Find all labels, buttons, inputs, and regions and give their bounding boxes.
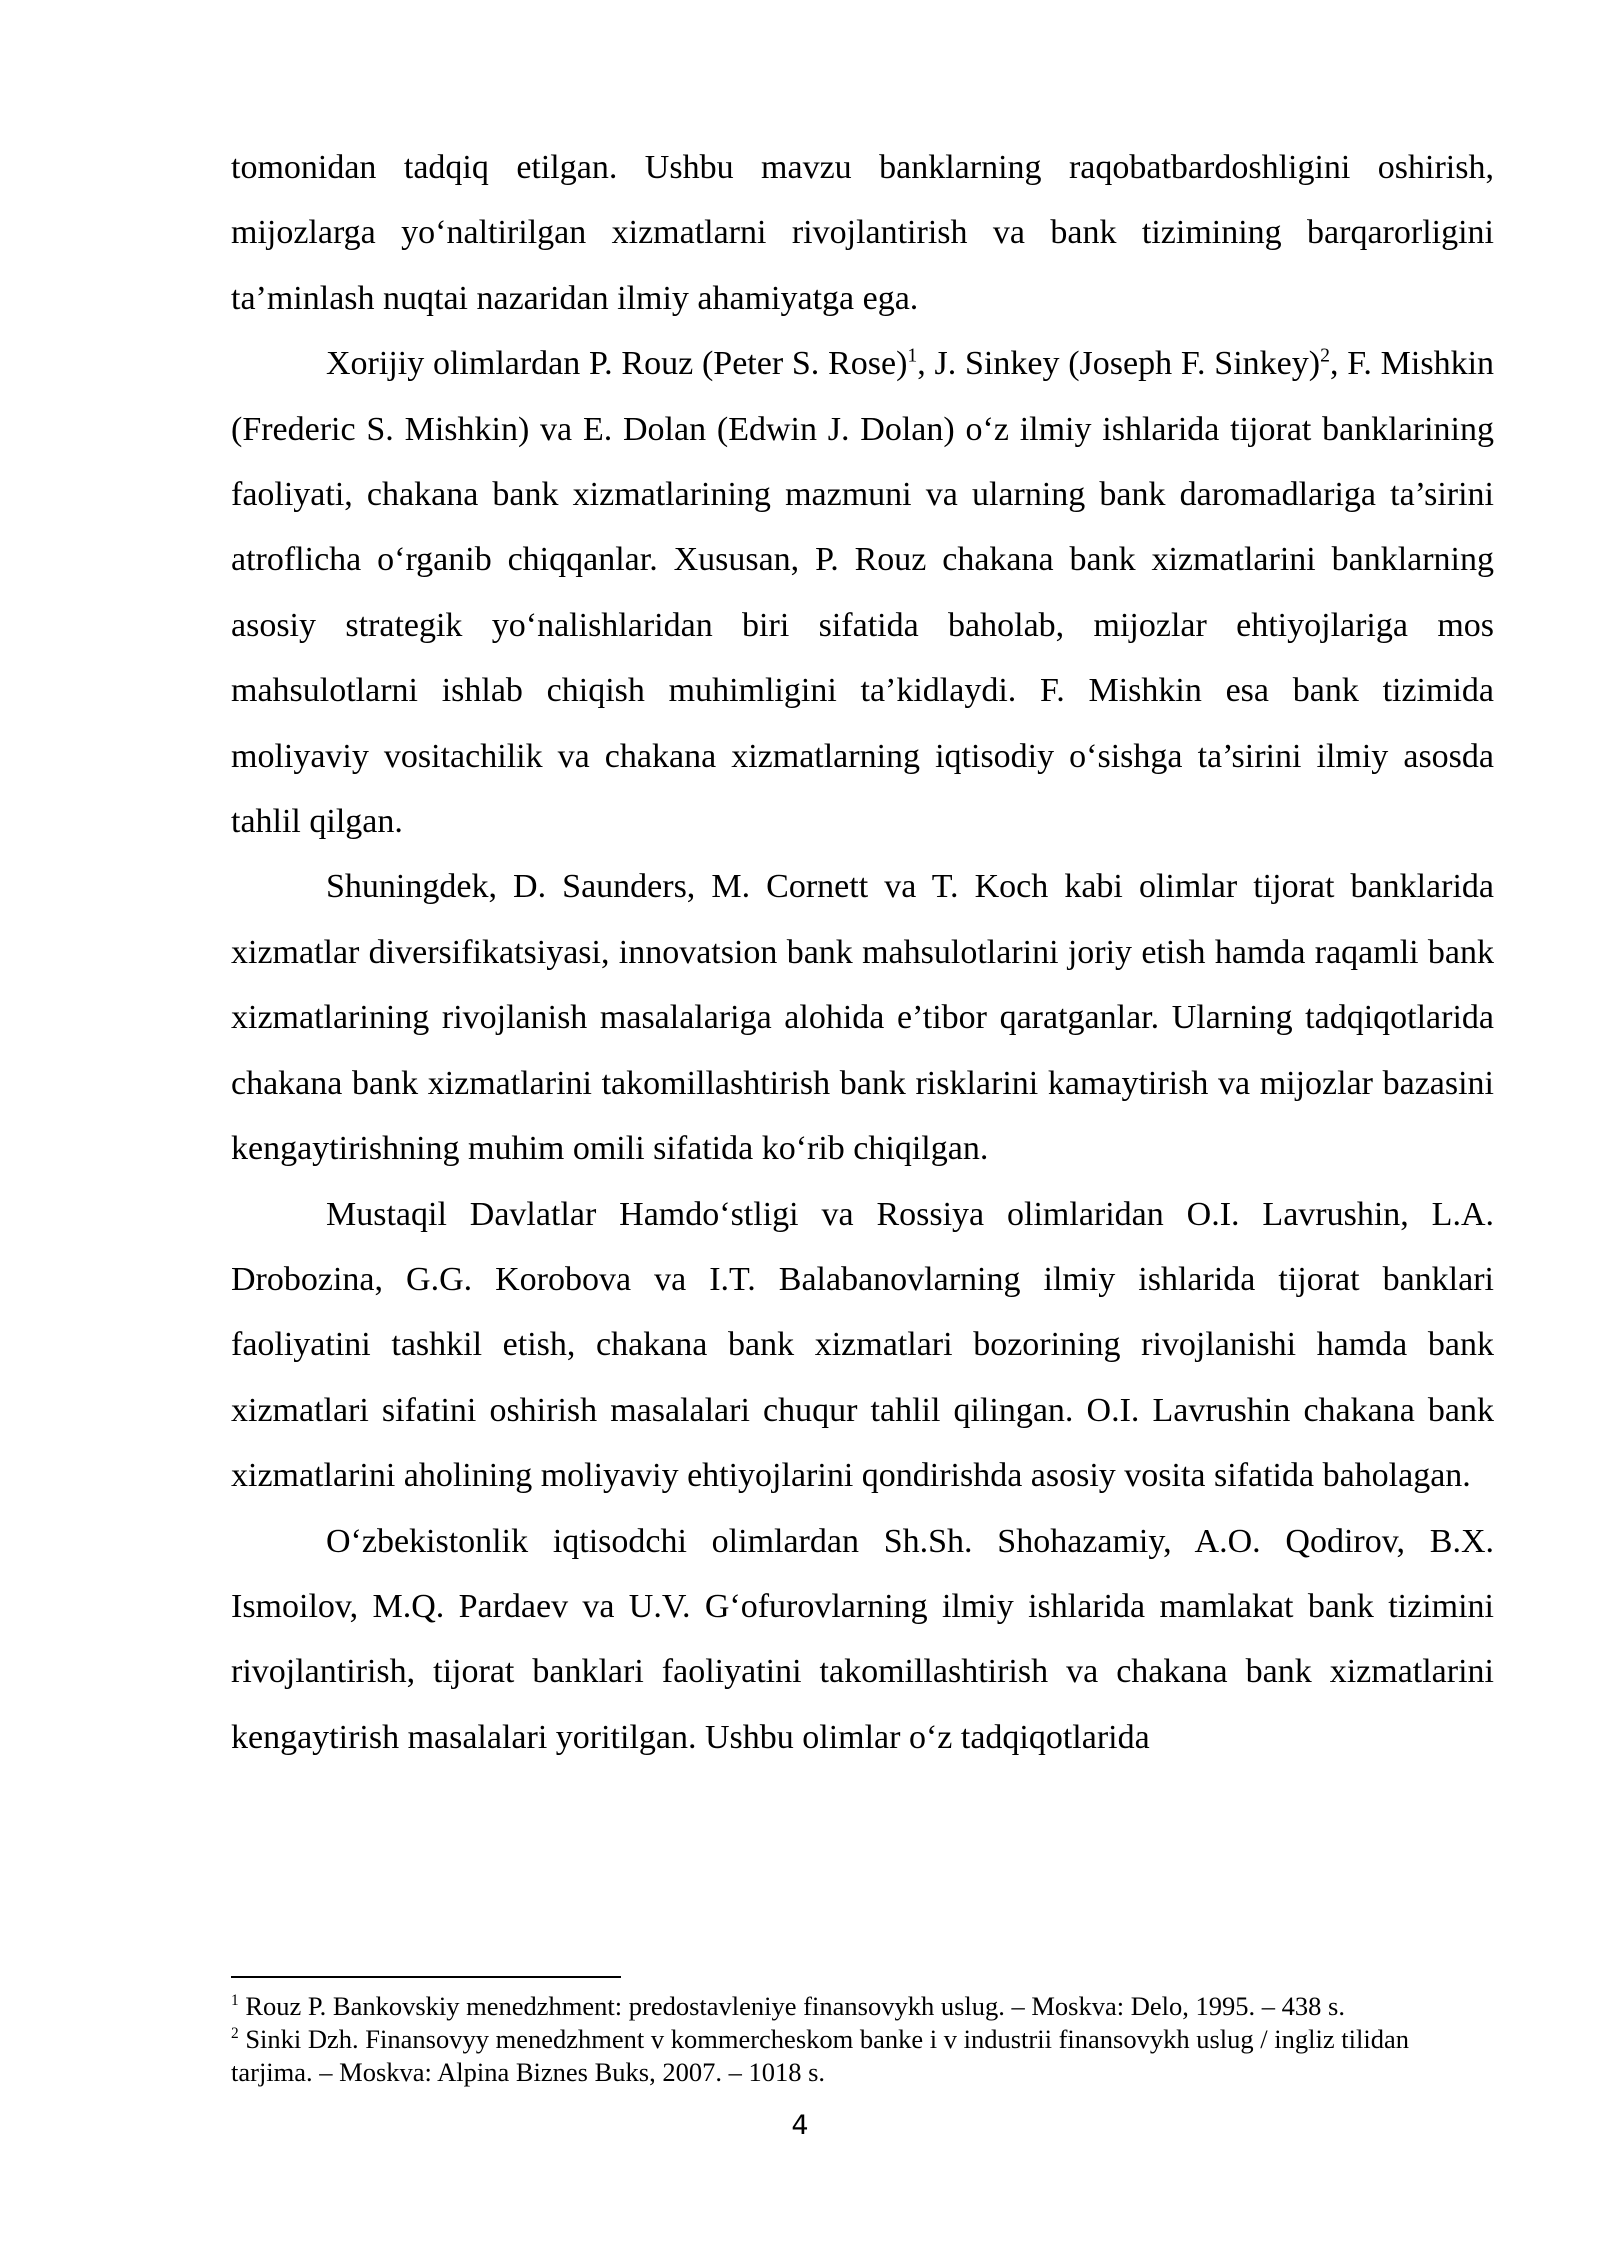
footnotes <box>231 1990 1494 2089</box>
body-text <box>231 135 1494 1770</box>
paragraph-text: , J. Sinkey (Joseph F. Sinkey) <box>917 345 1321 383</box>
paragraph-3 <box>231 854 1494 1181</box>
footnote-separator <box>231 1976 621 1978</box>
paragraph-text: , F. Mishkin (Frederic S. Mishkin) va E. Dolan (Edwin J. Dolan) o‘z ilmiy ishlarida tijorat banklarining faoliyati, chakana bank xizmatlarining mazmuni va ularning bank daromadlariga ta’sirini atroflicha o‘rganib chiqqanlar. Xususan, P. Rouz chakana bank xizmatlarini banklarning asosiy strategik yo‘nalishlaridan biri sifatida baholab, mijozlar ehtiyojlariga mos mahsulotlarni ishlab chiqish muhimligini ta’kidlaydi. F. Mishkin esa bank tizimida moliyaviy vositachilik va chakana xizmatlarning iqtisodiy o‘sishga ta’sirini ilmiy asosda tahlil qilgan. <box>231 345 1495 841</box>
page-number: 4 <box>791 2110 809 2141</box>
footnote-mark: 2 <box>231 2025 239 2043</box>
footnote-text: Sinki Dzh. Finansovyy menedzhment v kommercheskom banke i v industrii finansovykh uslug / ingliz tilidan tarjima. – Moskva: Alpina Biznes Buks, 2007. – 1018 s. <box>231 2024 1409 2087</box>
footnote-reference-1[interactable]: 1 <box>907 344 918 367</box>
paragraph-5 <box>231 1509 1494 1771</box>
paragraph-text: Mustaqil Davlatlar Hamdo‘stligi va Rossiya olimlaridan O.I. Lavrushin, L.A. Drobozina, G.G. Korobova va I.T. Balabanovlarning ilmiy ishlarida tijorat banklari faoliyatini tashkil etish, chakana bank xizmatlari bozorining rivojlanishi hamda bank xizmatlari sifatini oshirish masalalari chuqur tahlil qilingan. O.I. Lavrushin chakana bank xizmatlarini aholining moliyaviy ehtiyojlarini qondirishda asosiy vosita sifatida baholagan. <box>231 1195 1494 1495</box>
paragraph-text: O‘zbekistonlik iqtisodchi olimlardan Sh.Sh. Shohazamiy, A.O. Qodirov, B.X. Ismoilov, M.Q. Pardaev va U.V. G‘ofurovlarning ilmiy ishlarida mamlakat bank tizimini rivojlantirish, tijorat banklari faoliyatini takomillashtirish va chakana bank xizmatlarini kengaytirish masalalari yoritilgan. Ushbu olimlar o‘z tadqiqotlarida <box>231 1522 1494 1756</box>
paragraph-text: Shuningdek, D. Saunders, M. Cornett va T. Koch kabi olimlar tijorat banklarida xizmatlar diversifikatsiyasi, innovatsion bank mahsulotlarini joriy etish hamda raqamli bank xizmatlarining rivojlanish masalalariga alohida e’tibor qaratganlar. Ularning tadqiqotlarida chakana bank xizmatlarini takomillashtirish bank risklarini kamaytirish va mijozlar bazasini kengaytirishning muhim omili sifatida ko‘rib chiqilgan. <box>231 868 1494 1168</box>
paragraph-text: Xorijiy olimlardan P. Rouz (Peter S. Rose) <box>326 345 908 383</box>
paragraph-4 <box>231 1182 1494 1509</box>
footnote-reference-2[interactable]: 2 <box>1320 344 1330 367</box>
paragraph-1 <box>231 135 1494 331</box>
paragraph-2 <box>231 331 1494 854</box>
footnote-2 <box>231 2023 1494 2089</box>
footnote-text: Rouz P. Bankovskiy menedzhment: predostavleniye finansovykh uslug. – Moskva: Delo, 1995. – 438 s. <box>238 1991 1345 2021</box>
paragraph-text: tomonidan tadqiq etilgan. Ushbu mavzu banklarning raqobatbardoshligini oshirish, mijozlarga yo‘naltirilgan xizmatlarni rivojlantirish va bank tizimining barqarorligini ta’minlash nuqtai nazaridan ilmiy ahamiyatga ega. <box>231 149 1494 317</box>
footnote-1 <box>231 1990 1494 2023</box>
footnote-mark: 1 <box>231 1992 239 2010</box>
